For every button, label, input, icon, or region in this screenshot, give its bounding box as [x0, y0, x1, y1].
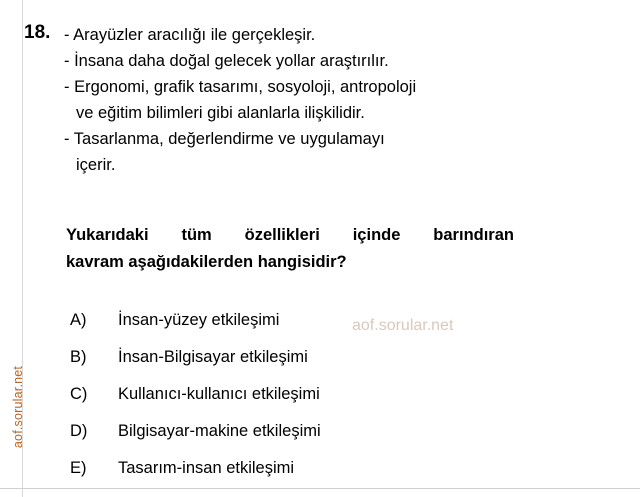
option-b-text: İnsan-Bilgisayar etkileşimi: [118, 348, 308, 366]
option-b[interactable]: [70, 339, 610, 376]
center-watermark-text: aof.sorular.net: [352, 317, 454, 334]
option-e-letter: E): [70, 459, 87, 477]
option-a-letter: A): [70, 311, 87, 329]
left-watermark-text: aof.sorular.net: [11, 365, 25, 449]
option-d-letter: D): [70, 422, 88, 440]
stem-line: içerir.: [76, 156, 116, 174]
stem-line: - Tasarlanma, değerlendirme ve uygulamayı: [64, 130, 385, 148]
stem-line: - Ergonomi, grafik tasarımı, sosyoloji, antropoloji: [64, 78, 417, 96]
question-prompt-line-1: Yukarıdaki tüm özellikleri içinde barındıran: [66, 226, 514, 244]
option-a-text: İnsan-yüzey etkileşimi: [118, 311, 280, 329]
option-d[interactable]: [70, 413, 610, 450]
answer-options: [70, 302, 610, 487]
question-stem: [64, 22, 624, 178]
option-e-text: Tasarım-insan etkileşimi: [118, 459, 295, 477]
stem-line: - Arayüzler aracılığı ile gerçekleşir.: [64, 26, 316, 44]
question-number: 18.: [24, 22, 51, 43]
question-prompt: [66, 222, 586, 276]
question-prompt-line-2: kavram aşağıdakilerden hangisidir?: [66, 253, 347, 271]
bottom-divider: [0, 488, 640, 489]
left-watermark-strip: [0, 0, 23, 497]
option-a[interactable]: [70, 302, 610, 339]
stem-line: ve eğitim bilimleri gibi alanlarla ilişkilidir.: [76, 104, 365, 122]
option-c-letter: C): [70, 385, 88, 403]
option-e[interactable]: [70, 450, 610, 487]
option-c-text: Kullanıcı-kullanıcı etkileşimi: [118, 385, 320, 403]
option-d-text: Bilgisayar-makine etkileşimi: [118, 422, 321, 440]
option-c[interactable]: [70, 376, 610, 413]
stem-line: - İnsana daha doğal gelecek yollar araştırılır.: [64, 52, 389, 70]
option-b-letter: B): [70, 348, 87, 366]
